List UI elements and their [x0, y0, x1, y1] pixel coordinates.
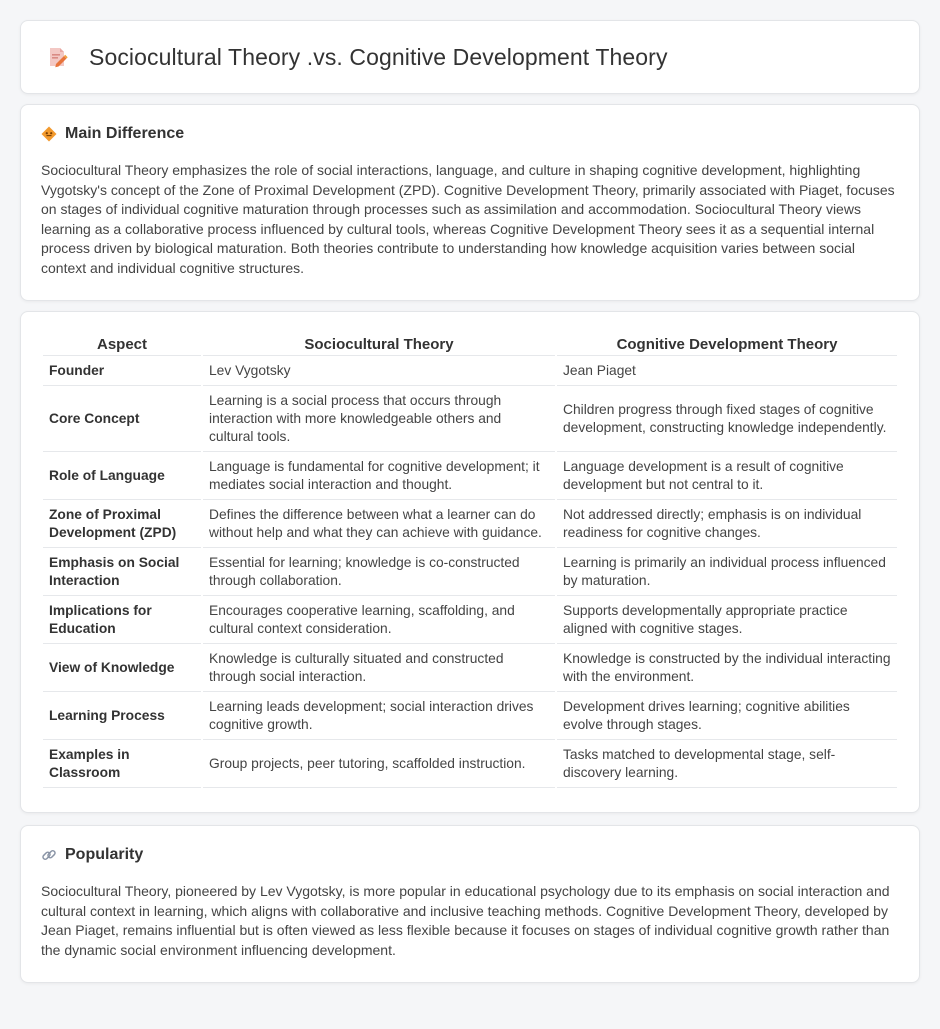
table-header-row	[43, 334, 897, 356]
table-row	[43, 742, 897, 788]
cognitive-cell: Development drives learning; cognitive abilities evolve through stages.	[557, 694, 897, 740]
sociocultural-cell: Knowledge is culturally situated and constructed through social interaction.	[203, 646, 555, 692]
diamond-icon	[41, 126, 57, 142]
popularity-heading	[41, 846, 899, 864]
main-difference-section	[20, 104, 920, 301]
cognitive-cell: Language development is a result of cognitive development but not central to it.	[557, 454, 897, 500]
popularity-title: Popularity	[65, 846, 144, 863]
table-row	[43, 646, 897, 692]
sociocultural-cell: Encourages cooperative learning, scaffolding, and cultural context consideration.	[203, 598, 555, 644]
sociocultural-cell: Learning is a social process that occurs through interaction with more knowledgeable others and cultural tools.	[203, 388, 555, 452]
column-header: Sociocultural Theory	[203, 334, 555, 356]
column-header: Cognitive Development Theory	[557, 334, 897, 356]
main-difference-heading	[41, 125, 899, 143]
main-difference-title: Main Difference	[65, 125, 185, 142]
popularity-text: Sociocultural Theory, pioneered by Lev Vygotsky, is more popular in educational psychology due to its emphasis on social interaction and cultural context in learning, which aligns with collaborative and inclusive teaching methods. Cognitive Development Theory, developed by Jean Piaget, remains influential but is often viewed as less flexible because it focuses on stages of individual cognitive growth rather than the dynamic social environment influencing development.	[41, 883, 890, 958]
cognitive-cell: Tasks matched to developmental stage, self-discovery learning.	[557, 742, 897, 788]
sociocultural-cell: Group projects, peer tutoring, scaffolded instruction.	[203, 742, 555, 788]
aspect-cell: Learning Process	[43, 694, 201, 740]
aspect-cell: View of Knowledge	[43, 646, 201, 692]
main-difference-text: Sociocultural Theory emphasizes the role of social interactions, language, and culture in shaping cognitive development, highlighting Vygotsky's concept of the Zone of Proximal Development (ZPD). Cognitive Development Theory, primarily associated with Piaget, focuses on stages of individual cognitive maturation through processes such as assimilation and accommodation. Sociocultural Theory views learning as a collaborative process influenced by cultural tools, whereas Cognitive Development Theory sees it as a sequential internal process driven by biological maturation. Both theories contribute to understanding how knowledge acquisition varies between social context and individual cognitive structures.	[41, 162, 895, 276]
table-row	[43, 598, 897, 644]
aspect-cell: Core Concept	[43, 388, 201, 452]
table-row	[43, 454, 897, 500]
cognitive-cell: Knowledge is constructed by the individual interacting with the environment.	[557, 646, 897, 692]
aspect-cell: Founder	[43, 358, 201, 386]
cognitive-cell: Not addressed directly; emphasis is on individual readiness for cognitive changes.	[557, 502, 897, 548]
cognitive-cell: Learning is primarily an individual process influenced by maturation.	[557, 550, 897, 596]
sociocultural-cell: Learning leads development; social interaction drives cognitive growth.	[203, 694, 555, 740]
sociocultural-cell: Essential for learning; knowledge is co-constructed through collaboration.	[203, 550, 555, 596]
comparison-table-card	[20, 311, 920, 813]
sociocultural-cell: Lev Vygotsky	[203, 358, 555, 386]
aspect-cell: Implications for Education	[43, 598, 201, 644]
table-row	[43, 694, 897, 740]
table-row	[43, 550, 897, 596]
aspect-cell: Examples in Classroom	[43, 742, 201, 788]
page-header	[20, 20, 920, 94]
cognitive-cell: Jean Piaget	[557, 358, 897, 386]
aspect-cell: Role of Language	[43, 454, 201, 500]
cognitive-cell: Supports developmentally appropriate practice aligned with cognitive stages.	[557, 598, 897, 644]
table-row	[43, 502, 897, 548]
sociocultural-cell: Language is fundamental for cognitive development; it mediates social interaction and thought.	[203, 454, 555, 500]
aspect-cell: Emphasis on Social Interaction	[43, 550, 201, 596]
aspect-cell: Zone of Proximal Development (ZPD)	[43, 502, 201, 548]
cognitive-cell: Children progress through fixed stages of cognitive development, constructing knowledge independently.	[557, 388, 897, 452]
sociocultural-cell: Defines the difference between what a learner can do without help and what they can achieve with guidance.	[203, 502, 555, 548]
document-pencil-icon	[45, 45, 69, 69]
comparison-table	[41, 332, 899, 790]
popularity-section	[20, 825, 920, 983]
page-title: Sociocultural Theory .vs. Cognitive Development Theory	[89, 43, 668, 70]
table-row	[43, 358, 897, 386]
link-icon	[41, 847, 57, 863]
table-row	[43, 388, 897, 452]
column-header: Aspect	[43, 334, 201, 356]
